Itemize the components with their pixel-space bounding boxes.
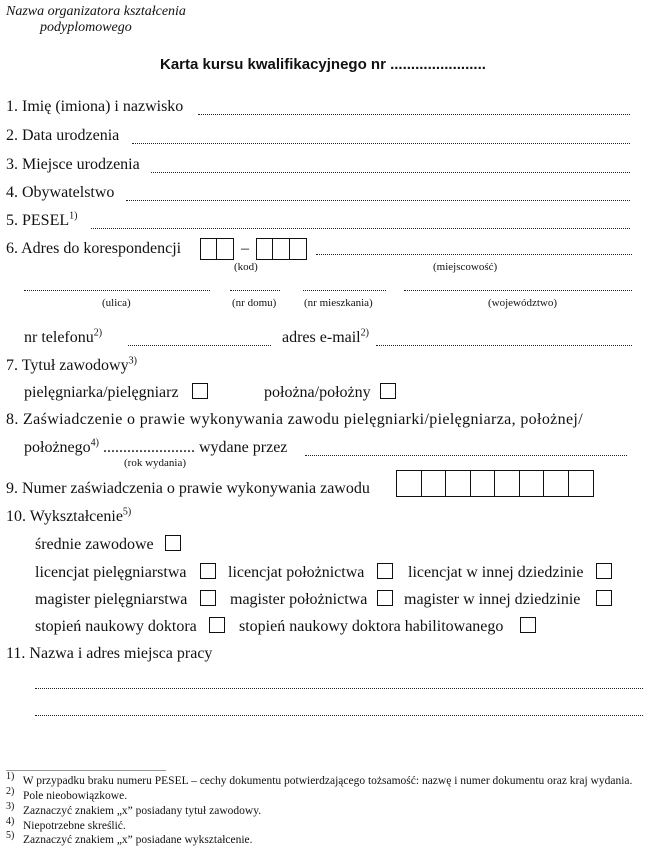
option-label-msc-nursing: magister pielęgniarstwa bbox=[35, 591, 188, 608]
option-label-msc-other: magister w innej dziedzinie bbox=[404, 591, 581, 608]
postal-code-caption: (kod) bbox=[234, 261, 258, 273]
field-label-address: 6. Adres do korespondencji bbox=[6, 240, 182, 257]
field-label-pesel: 5. PESEL$^{1)}$ bbox=[6, 210, 78, 229]
bsc-midwifery-checkbox[interactable] bbox=[377, 563, 393, 579]
street-field[interactable] bbox=[24, 290, 210, 291]
apartment-number-field[interactable] bbox=[303, 290, 386, 291]
option-label-habilitation: stopień naukowy doktora habilitowanego bbox=[239, 618, 504, 635]
footnote-1: $^{1)}$ W przypadku braku numeru PESEL – cechy dokumentu potwierdzającego tożsamość: nazwę i numer dokumentu oraz kraj wydania. bbox=[6, 771, 633, 787]
apartment-number-caption: (nr mieszkania) bbox=[304, 297, 373, 309]
option-label-secondary: średnie zawodowe bbox=[35, 536, 154, 553]
pesel-field[interactable] bbox=[91, 228, 630, 229]
secondary-checkbox[interactable] bbox=[165, 535, 181, 551]
footnote-2: $^{2)}$ Pole nieobowiązkowe. bbox=[6, 786, 128, 802]
voivodeship-caption: (województwo) bbox=[488, 297, 558, 309]
field-label-birth-date: 2. Data urodzenia bbox=[6, 127, 120, 144]
field-label-email: adres e-mail$^{2)}$ bbox=[282, 327, 369, 346]
footnote-4: $^{4)}$ Niepotrzebne skreślić. bbox=[6, 816, 126, 832]
field-label-workplace: 11. Nazwa i adres miejsca pracy bbox=[6, 645, 213, 662]
phd-checkbox[interactable] bbox=[209, 617, 225, 633]
postal-code-box-1[interactable] bbox=[200, 238, 234, 260]
msc-nursing-checkbox[interactable] bbox=[200, 590, 216, 606]
footnote-5: $^{5)}$ Zaznaczyć znakiem „x” posiadane wykształcenie. bbox=[6, 830, 253, 846]
certificate-number-boxes[interactable] bbox=[396, 470, 594, 497]
postal-code-box-2[interactable] bbox=[256, 238, 307, 260]
option-label-bsc-midwifery: licencjat położnictwa bbox=[228, 564, 365, 581]
house-number-field[interactable] bbox=[230, 290, 280, 291]
option-label-midwife: położna/położny bbox=[264, 384, 371, 401]
option-label-msc-midwifery: magister położnictwa bbox=[230, 591, 368, 608]
city-caption: (miejscowość) bbox=[433, 261, 498, 273]
organizer-name-line1: Nazwa organizatora kształcenia bbox=[6, 4, 186, 19]
field-label-certificate-number: 9. Numer zaświadczenia o prawie wykonywania zawodu bbox=[6, 480, 370, 497]
name-field[interactable] bbox=[198, 114, 630, 115]
email-field[interactable] bbox=[376, 345, 632, 346]
street-caption: (ulica) bbox=[102, 297, 131, 309]
birth-date-field[interactable] bbox=[132, 143, 630, 144]
field-label-certificate: 8. Zaświadczenie o prawie wykonywania zawodu pielęgniarki/pielęgniarza, położnej/ bbox=[6, 411, 584, 428]
city-field[interactable] bbox=[316, 254, 632, 255]
field-label-name: 1. Imię (imiona) i nazwisko bbox=[6, 98, 184, 115]
page-title: Karta kursu kwalifikacyjnego nr ....................... bbox=[160, 56, 486, 73]
msc-other-checkbox[interactable] bbox=[596, 590, 612, 606]
bsc-other-checkbox[interactable] bbox=[596, 563, 612, 579]
footnote-separator bbox=[6, 770, 166, 771]
field-label-citizenship: 4. Obywatelstwo bbox=[6, 184, 115, 201]
birth-place-field[interactable] bbox=[151, 172, 630, 173]
option-label-bsc-nursing: licencjat pielęgniarstwa bbox=[35, 564, 187, 581]
option-label-bsc-other: licencjat w innej dziedzinie bbox=[408, 564, 584, 581]
option-label-nurse: pielęgniarka/pielęgniarz bbox=[24, 384, 179, 401]
organizer-name-line2: podyplomowego bbox=[40, 20, 132, 35]
year-issued-caption: (rok wydania) bbox=[124, 457, 187, 469]
field-label-phone: nr telefonu$^{2)}$ bbox=[24, 327, 103, 346]
bsc-nursing-checkbox[interactable] bbox=[200, 563, 216, 579]
workplace-field-line1[interactable] bbox=[35, 688, 643, 689]
voivodeship-field[interactable] bbox=[404, 290, 632, 291]
habilitation-checkbox[interactable] bbox=[520, 617, 536, 633]
nurse-checkbox[interactable] bbox=[192, 383, 208, 399]
house-number-caption: (nr domu) bbox=[232, 297, 277, 309]
field-label-professional-title: 7. Tytuł zawodowy$^{3)}$ bbox=[6, 355, 137, 374]
postal-code-dash: – bbox=[241, 240, 249, 257]
workplace-field-line2[interactable] bbox=[35, 715, 643, 716]
option-label-phd: stopień naukowy doktora bbox=[35, 618, 197, 635]
field-label-birth-place: 3. Miejsce urodzenia bbox=[6, 156, 140, 173]
field-label-education: 10. Wykształcenie$^{5)}$ bbox=[6, 506, 132, 525]
field-label-certificate-cont: położnego$^{4)}$ ....................... wydane przez bbox=[24, 437, 288, 456]
msc-midwifery-checkbox[interactable] bbox=[377, 590, 393, 606]
issued-by-field[interactable] bbox=[305, 455, 627, 456]
citizenship-field[interactable] bbox=[126, 200, 630, 201]
footnote-3: $^{3)}$ Zaznaczyć znakiem „x” posiadany tytuł zawodowy. bbox=[6, 801, 262, 817]
phone-field[interactable] bbox=[128, 345, 271, 346]
midwife-checkbox[interactable] bbox=[380, 383, 396, 399]
